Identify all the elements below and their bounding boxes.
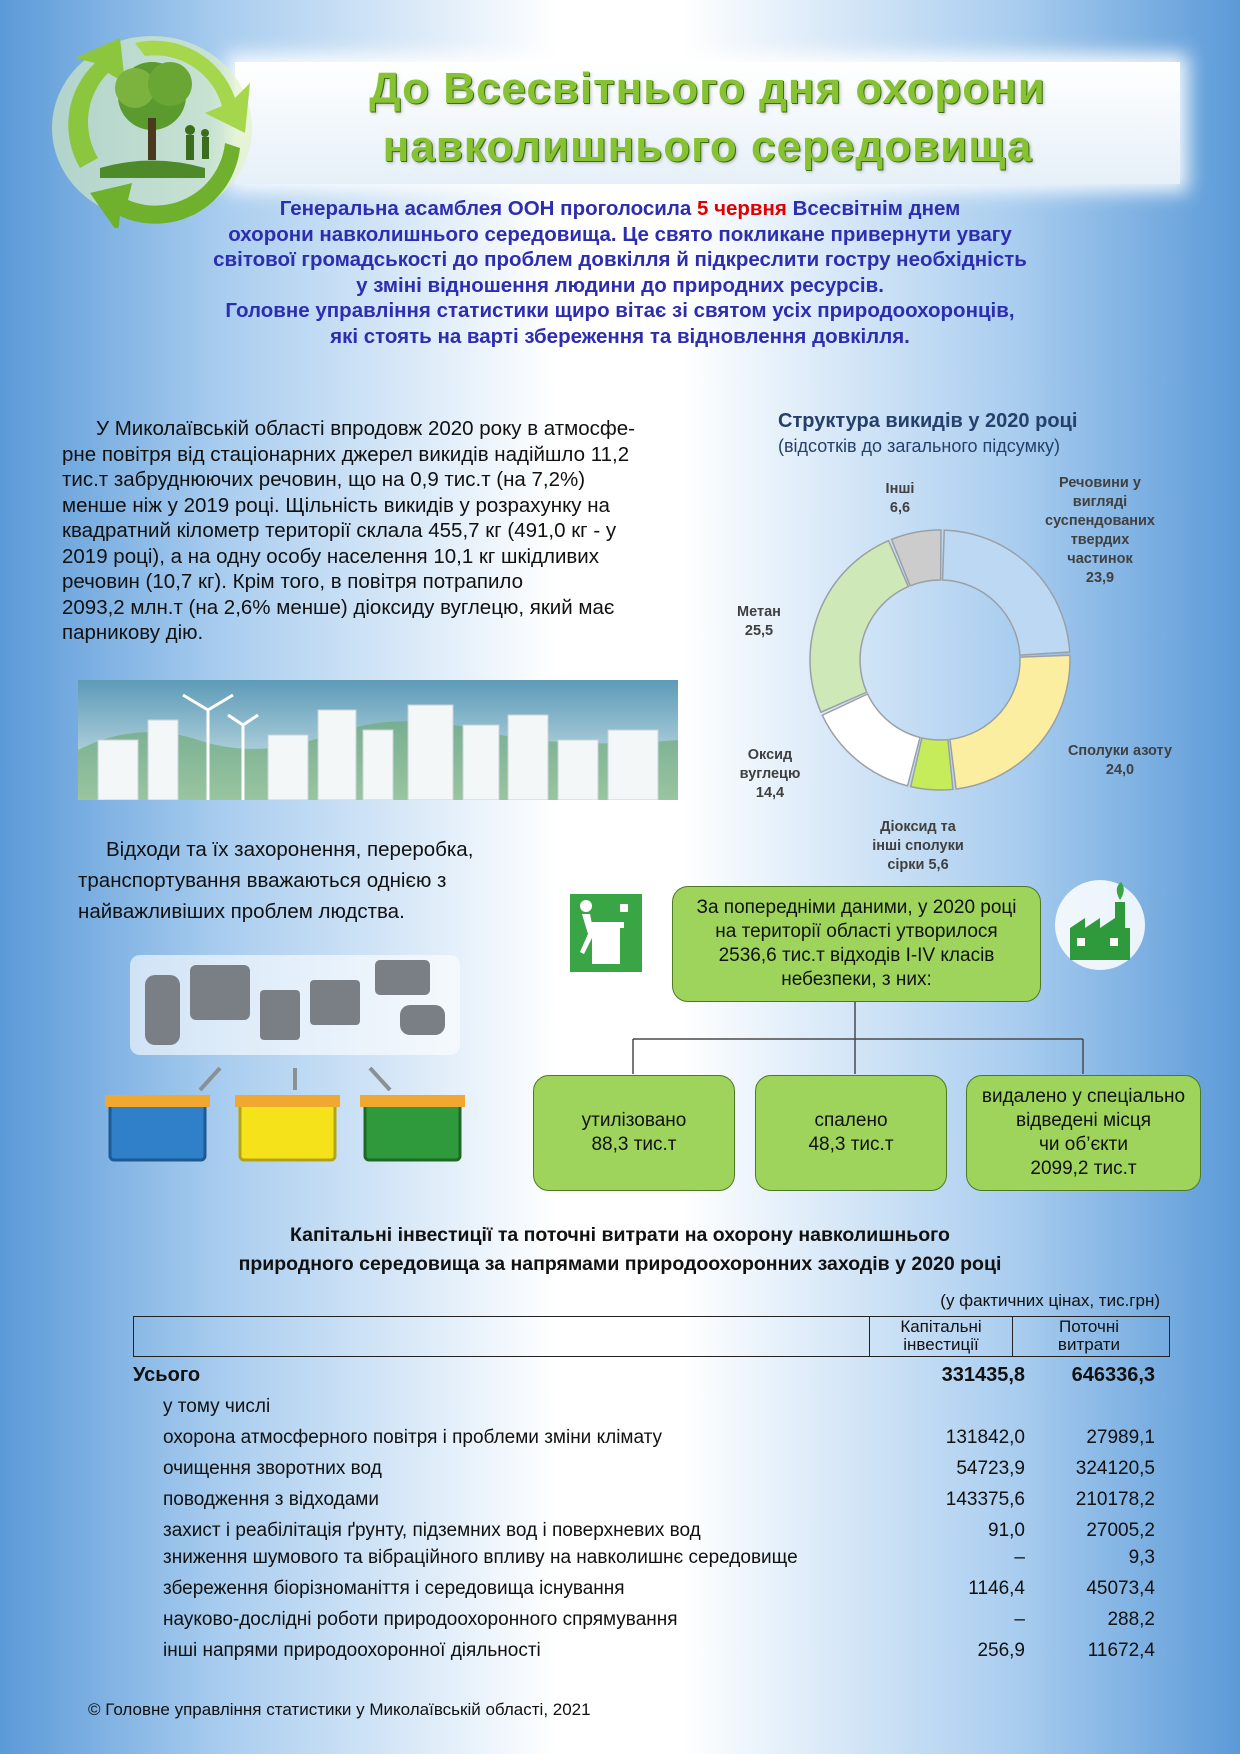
capital-value: 91,0 [988,1520,1025,1541]
pie-label-value: 6,6 [889,500,911,516]
chart-title: Структура викидів у 2020 році [778,410,1078,432]
current-value: 324120,5 [1075,1458,1155,1479]
pie-label-methane [726,603,792,641]
current-value: 45073,4 [1086,1578,1155,1599]
col-header-current [1014,1318,1164,1354]
row-label: інші напрями природоохоронної діяльності [163,1640,541,1661]
paragraph-line: менше ніж у 2019 році. Щільність викидів у розрахунку на [62,493,610,517]
waste-paragraph [78,834,523,927]
pie-label-particulates [1020,474,1180,588]
page-title-line-1: До Всесвітнього дня охорони [369,64,1046,113]
footer [88,1700,591,1720]
pie-label-line: Інші [885,481,915,497]
intro-line: у зміні відношення людини до природних ресурсів. [356,273,884,297]
col-header-capital [871,1318,1011,1354]
box-value: 48,3 тис.т [808,1134,894,1155]
paragraph-line: транспортування вважаються однією з [78,869,447,892]
capital-value: 143375,6 [945,1489,1025,1510]
capital-value: 1146,4 [968,1578,1025,1599]
row-label: збереження біорізноманіття і середовища існування [163,1578,625,1599]
current-value: 288,2 [1107,1609,1155,1630]
paragraph-line: речовин (10,7 кг). Крім того, в повітря потрапило [62,570,523,593]
paragraph-line: найважливіших проблем людства. [78,900,405,923]
table-row [130,1640,1155,1666]
table-header [133,1316,1170,1357]
pie-label-value: 25,5 [744,623,774,639]
box-value: 2099,2 тис.т [1030,1158,1137,1179]
paragraph-line: 2093,2 млн.т (на 2,6% менше) діоксиду вуглецю, який має [62,595,615,619]
box-line: 2536,6 тис.т відходів І-IV класів [718,945,995,966]
slice-carbon-monoxide [822,694,920,786]
current-value: 210178,2 [1075,1489,1155,1510]
pie-label-line: частинок [1067,551,1133,567]
col-header-line: Капітальні [900,1317,982,1336]
table-row [130,1547,1155,1573]
col-header-line: інвестиції [903,1335,979,1354]
paragraph-line: Відходи та їх захоронення, переробка, [106,838,474,861]
col-header-line: витрати [1057,1335,1121,1354]
table-title [120,1221,1120,1279]
current-value: 646336,3 [1071,1364,1155,1386]
pie-label-sulfur [853,818,983,875]
intro-line: які стоять на варті збереження та відновлення довкілля. [330,324,910,348]
incinerated-box [755,1075,947,1191]
row-label: захист і реабілітація ґрунту, підземних вод і поверхневих вод [163,1520,701,1541]
box-line: За попередніми даними, у 2020 році [696,897,1017,918]
pie-label-line: Діоксид та [880,819,956,835]
current-value: 11672,4 [1087,1640,1155,1661]
disposed-box [966,1075,1201,1191]
pie-label-line: Метан [737,604,781,620]
paragraph-line: 2019 році), а на одну особу населення 10,1 кг шкідливих [62,544,599,568]
pie-label-value: 14,4 [755,785,785,801]
emissions-paragraph [62,416,707,646]
intro-line: Всесвітнім днем [786,197,961,220]
row-label: очищення зворотних вод [163,1458,382,1479]
copyright-icon: © [88,1700,101,1719]
chart-subtitle: (відсотків до загального підсумку) [778,436,1061,456]
pie-label-line: вуглецю [739,766,801,782]
paragraph-line: квадратний кілометр території склала 455,7 кг (491,0 кг - у [62,519,617,542]
box-line: на території області утворилося [715,921,998,942]
column-divider [1012,1317,1013,1356]
pie-label-line: суспендованих [1045,513,1155,529]
box-line: видалено у спеціально [981,1086,1186,1107]
date-highlight: 5 червня [697,197,787,220]
intro-line: охорони навколишнього середовища. Це свято покликане привернути увагу [228,222,1012,246]
row-label: поводження з відходами [163,1489,379,1510]
pie-label-value: сірки 5,6 [887,857,949,873]
capital-value: 131842,0 [945,1427,1025,1448]
paragraph-line: тис.т забруднюючих речовин, що на 0,9 тис.т (на 7,2%) [62,468,586,491]
pie-label-carbon-monoxide [720,746,820,803]
table-row [130,1578,1155,1604]
intro-line: світової громадськості до проблем довкілля й підкреслити гостру необхідність [213,248,1027,271]
table-row [130,1458,1155,1484]
city-skyline-image [78,680,678,800]
intro-text [120,196,1120,349]
current-value: 27005,2 [1086,1520,1155,1541]
capital-value: 256,9 [977,1640,1025,1661]
capital-value: – [1014,1547,1025,1568]
row-label: охорона атмосферного повітря і проблеми зміни клімату [163,1427,663,1448]
row-label: зниження шумового та вібраційного впливу на навколишнє середовище [163,1547,798,1568]
pie-label-line: Сполуки азоту [1067,743,1173,759]
paragraph-line: У Миколаївській області впродовж 2020 року в атмосфе- [96,417,635,440]
row-label: у тому числі [163,1396,271,1417]
pie-label-line: вигляді [1072,494,1128,510]
table-row [130,1489,1155,1515]
waste-sorting-image [100,950,490,1170]
pie-label-other [870,480,930,518]
box-line: чи об’єкти [1038,1134,1128,1155]
pie-label-nitrogen [1050,742,1190,780]
table-row [130,1520,1155,1546]
pie-label-line: Речовини у [1059,475,1141,491]
table-row [130,1396,1155,1422]
box-line: відведені місця [1015,1110,1152,1131]
box-line: спалено [814,1110,888,1131]
table-row [130,1427,1155,1453]
column-divider [869,1317,870,1356]
capital-value: 331435,8 [941,1364,1025,1386]
slice-methane [810,541,908,713]
current-value: 27989,1 [1086,1427,1155,1448]
current-value: 9,3 [1128,1547,1155,1568]
intro-line: Головне управління статистики щиро вітає зі святом усіх природоохоронців, [225,299,1015,322]
row-label: Усього [133,1364,201,1386]
box-line: небезпеки, з них: [781,969,932,990]
green-factory-icon [1055,880,1145,970]
footer-text: Головне управління статистики у Миколаївській області, 2021 [105,1700,591,1719]
box-value: 88,3 тис.т [591,1134,677,1155]
capital-value: 54723,9 [956,1458,1025,1479]
recycled-box [533,1075,735,1191]
box-line: утилізовано [581,1110,687,1131]
trash-bin-icon [570,894,642,972]
waste-generated-box [672,886,1041,1002]
table-row-total [130,1364,1155,1390]
capital-value: – [1014,1609,1025,1630]
page-title-line-2: навколишнього середовища [382,122,1033,171]
paragraph-line: рне повітря від стаціонарних джерел викидів надійшло 11,2 [62,442,630,466]
table-row [130,1609,1155,1635]
intro-line: Генеральна асамблея ООН проголосила [279,197,698,220]
table-title-line: природного середовища за напрямами природоохоронних заходів у 2020 році [238,1253,1002,1275]
table-title-line: Капітальні інвестиції та поточні витрати на охорону навколишнього [290,1224,950,1246]
row-label: науково-дослідні роботи природоохоронного спрямування [163,1609,678,1630]
pie-label-line: твердих [1070,532,1130,548]
pie-label-line: Оксид [747,747,793,763]
pie-label-value: 24,0 [1105,762,1135,778]
col-header-line: Поточні [1059,1317,1119,1336]
pie-label-value: 23,9 [1085,570,1115,586]
paragraph-line: парникову дію. [62,621,204,644]
table-units: (у фактичних цінах, тис.грн) [940,1291,1160,1310]
pie-label-line: інші сполуки [872,838,964,854]
